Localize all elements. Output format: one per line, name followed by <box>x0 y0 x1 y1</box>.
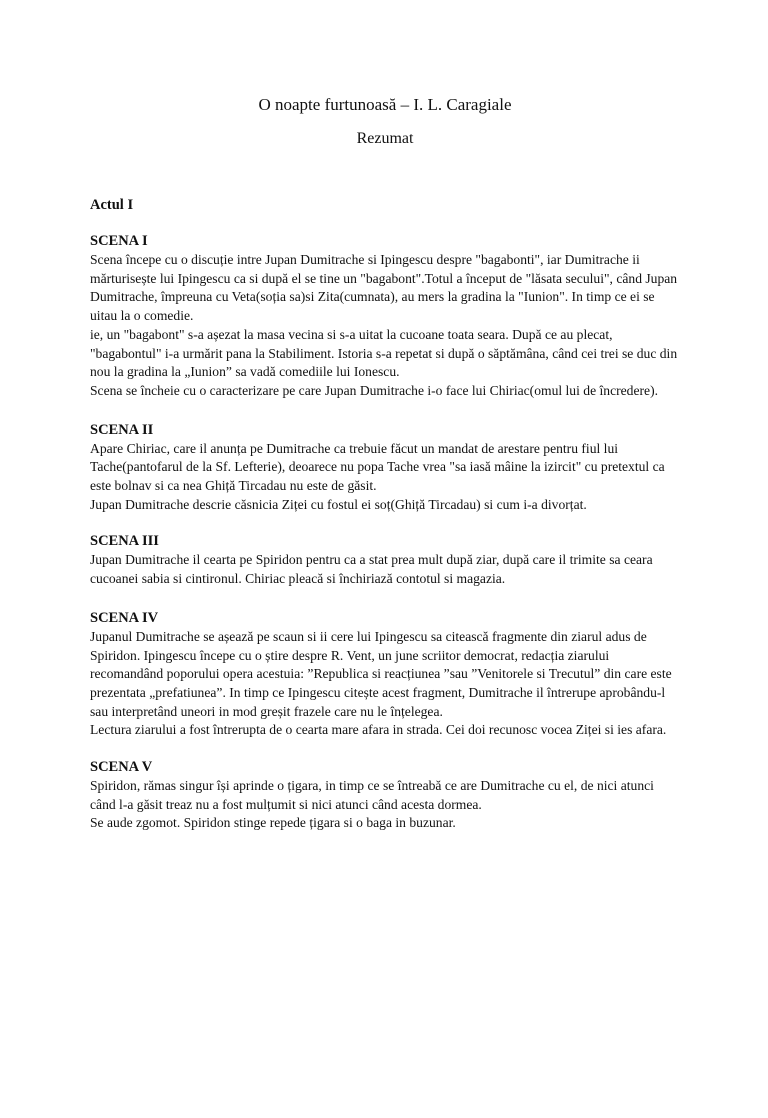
document-page <box>0 94 768 1118</box>
scene-1 <box>90 231 680 401</box>
scene-paragraph: Se aude zgomot. Spiridon stinge repede țigara si o baga in buzunar. <box>90 815 456 831</box>
scene-paragraph: Jupan Dumitrache il cearta pe Spiridon pentru ca a stat prea mult după ziar, după care il trimite sa ceara cucoanei sabia si cintironul. Chiriac pleacă si închiriază contotul si magazia. <box>90 552 653 587</box>
scene-heading: SCENA IV <box>90 609 159 626</box>
document-subtitle: Rezumat <box>356 130 414 147</box>
scene-paragraph: Jupanul Dumitrache se așează pe scaun si ii cere lui Ipingescu sa citească fragmente din ziarul adus de Spiridon. Ipingescu începe cu o știre despre R. Vent, un june scriitor democrat, redacția ziarului recomandând poporului opera acestuia: ”Republica si reacțiunea ”sau ”Venitorele si Trecutul” din care este prezentata „prefatiunea”. In timp ce Ipingescu citește acest fragment, Dumitrache il întrerupe aprobându-l sau interpretând uneori in mod greșit frazele care nu le înțelegea. <box>90 628 672 719</box>
scene-paragraph: Apare Chiriac, care il anunța pe Dumitrache ca trebuie făcut un mandat de arestare pentru fiul lui Tache(pantofarul de la Sf. Lefterie), deoarece nu popa Tache vrea "sa iasă mâine la izircit" cu pretextul ca este bolnav si ca nea Ghiță Tircadau nu este de găsit. <box>90 440 665 494</box>
scene-heading: SCENA V <box>90 759 153 776</box>
scene-paragraph: Scena se încheie cu o caracterizare pe care Jupan Dumitrache i-o face lui Chiriac(omul lui de încredere). <box>90 382 658 398</box>
scene-heading: SCENA I <box>90 233 148 249</box>
act-heading: Actul I <box>90 197 134 213</box>
scene-2 <box>90 420 680 515</box>
scene-paragraph: Scena începe cu o discuție intre Jupan Dumitrache si Ipingescu despre "bagabonti", iar Dumitrache ii mărturisește lui Ipingescu ca si după el se tine un "bagabont".Totul a început de "lăsata secului", când Jupan Dumitrache, împreuna cu Veta(soția sa)si Zita(cumnata), au mers la gradina la "Iunion". In timp ce ei se uitau la o comedie. <box>90 252 678 324</box>
scene-5 <box>90 757 680 833</box>
document-title: O noapte furtunoasă – I. L. Caragiale <box>258 95 512 114</box>
scene-heading: SCENA II <box>90 421 154 438</box>
scene-heading: SCENA III <box>90 533 159 550</box>
scene-paragraph: Lectura ziarului a fost întrerupta de o cearta mare afara in strada. Cei doi recunosc vocea Ziței si ies afara. <box>90 722 667 738</box>
scene-3 <box>90 531 680 588</box>
scene-paragraph: Jupan Dumitrache descrie căsnicia Ziței cu fostul ei soț(Ghiță Tircadau) si cum i-a divorțat. <box>90 496 587 512</box>
scene-4 <box>90 608 680 740</box>
scene-paragraph: ie, un "bagabont" s-a așezat la masa vecina si s-a uitat la cucoane toata seara. După ce au plecat, "bagabontul" i-a urmărit pana la Stabiliment. Istoria s-a repetat si după o săptămâna, când cei trei se duc din nou la gradina la „Iunion” sa vadă comediile lui Ionescu. <box>90 326 678 380</box>
scene-paragraph: Spiridon, rămas singur își aprinde o țigara, in timp ce se întreabă ce are Dumitrache cu el, de nici atunci când l-a găsit treaz nu a fost mulțumit si nici atunci când acesta dormea. <box>90 778 654 812</box>
